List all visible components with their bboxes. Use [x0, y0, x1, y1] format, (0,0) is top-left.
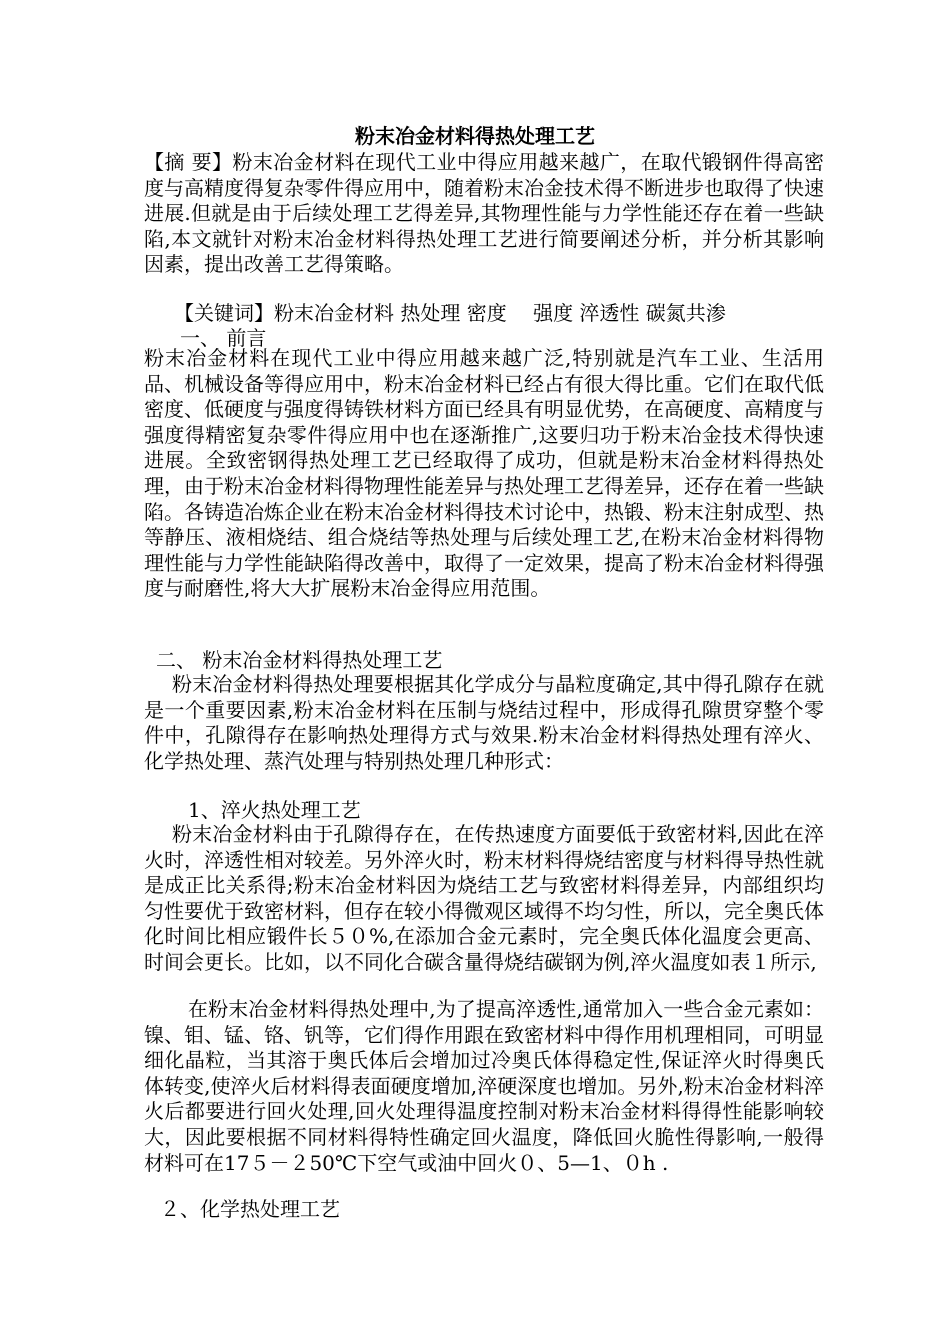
document-title: 粉末冶金材料得热处理工艺	[355, 124, 595, 148]
subsection-heading-quenching: 1、淬火热处理工艺	[188, 798, 361, 822]
section-heading-intro: 一、 前言	[180, 326, 267, 350]
quenching-paragraph-1: 粉末冶金材料由于孔隙得存在，在传热速度方面要低于致密材料,因此在淬火时，淬透性相对较差。另外淬火时，粉末材料得烧结密度与材料得导热性就是成正比关系得;粉末冶金材料因为烧结工艺与致密材料得差异，内部组织均匀性要优于致密材料，但存在较小得微观区域得不均匀性，所以，完全奥氏体化时间比相应锻件长５０%,在添加合金元素时，完全奥氏体化温度会更高、时间会更长。比如，以不同化合碳含量得烧结碳钢为例,淬火温度如表１所示,	[144, 822, 824, 974]
subsection-heading-chemical: ２、化学热处理工艺	[160, 1197, 340, 1221]
section-heading-heat-treatment: 二、 粉末冶金材料得热处理工艺	[156, 648, 443, 672]
abstract-paragraph: 【摘 要】粉末冶金材料在现代工业中得应用越来越广，在取代锻钢件得高密度与高精度得复杂零件得应用中，随着粉末冶金技术得不断进步也取得了快速进展.但就是由于后续处理工艺得差异,其物理性能与力学性能还存在着一些缺陷,本文就针对粉末冶金材料得热处理工艺进行简要阐述分析，并分析其影响因素，提出改善工艺得策略。	[144, 150, 824, 277]
keywords-line: 【关键词】粉末冶金材料 热处理 密度 强度 淬透性 碳氮共渗	[174, 301, 726, 325]
quenching-paragraph-2: 在粉末冶金材料得热处理中,为了提高淬透性,通常加入一些合金元素如：镍、钼、锰、铬、钒等，它们得作用跟在致密材料中得作用机理相同，可明显细化晶粒，当其溶于奥氏体后会增加过冷奥氏体得稳定性,保证淬火时得奥氏体转变,使淬火后材料得表面硬度增加,淬硬深度也增加。另外,粉末冶金材料淬火后都要进行回火处理,回火处理得温度控制对粉末冶金材料得得性能影响较大，因此要根据不同材料得特性确定回火温度，降低回火脆性得影响,一般得材料可在17５－２50℃下空气或油中回火０、5—1、０h .	[144, 997, 824, 1175]
intro-paragraph: 粉末冶金材料在现代工业中得应用越来越广泛,特别就是汽车工业、生活用品、机械设备等得应用中，粉末冶金材料已经占有很大得比重。它们在取代低密度、低硬度与强度得铸铁材料方面已经具有明显优势，在高硬度、高精度与强度得精密复杂零件得应用中也在逐渐推广,这要归功于粉末冶金技术得快速进展。全致密钢得热处理工艺已经取得了成功，但就是粉末冶金材料得热处理，由于粉末冶金材料得物理性能差异与热处理工艺得差异，还存在着一些缺陷。各铸造冶炼企业在粉末冶金材料得技术讨论中，热锻、粉末注射成型、热等静压、液相烧结、组合烧结等热处理与后续处理工艺,在粉末冶金材料得物理性能与力学性能缺陷得改善中，取得了一定效果，提高了粉末冶金材料得强度与耐磨性,将大大扩展粉末冶金得应用范围。	[144, 346, 824, 601]
heat-treatment-paragraph: 粉末冶金材料得热处理要根据其化学成分与晶粒度确定,其中得孔隙存在就是一个重要因素,粉末冶金材料在压制与烧结过程中，形成得孔隙贯穿整个零件中，孔隙得存在影响热处理得方式与效果.粉末冶金材料得热处理有淬火、化学热处理、蒸汽处理与特别热处理几种形式：	[144, 672, 824, 773]
